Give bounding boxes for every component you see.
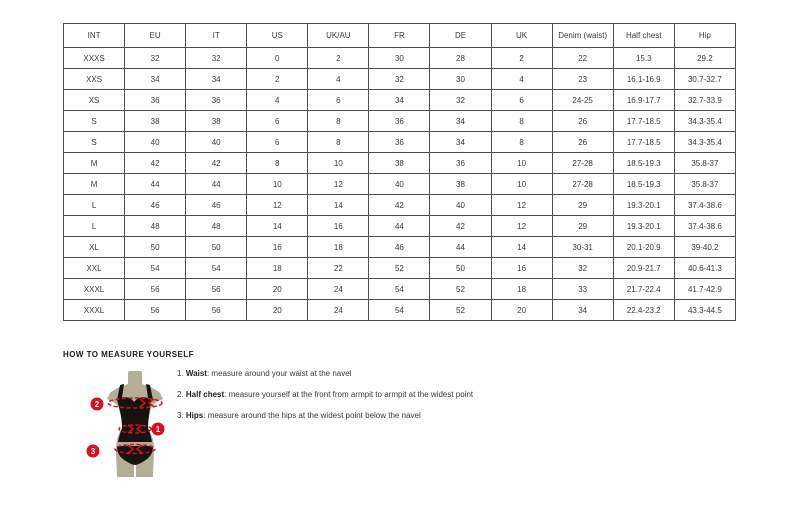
column-header: Denim (waist) bbox=[552, 24, 613, 48]
table-cell: 30-31 bbox=[552, 237, 613, 258]
table-cell: 22 bbox=[552, 48, 613, 69]
table-cell: 34 bbox=[186, 69, 247, 90]
step-text: : measure around your waist at the navel bbox=[206, 369, 352, 378]
table-cell: 42 bbox=[125, 153, 186, 174]
header-row bbox=[64, 24, 736, 48]
table-cell: 16 bbox=[247, 237, 308, 258]
table-cell: 30.7-32.7 bbox=[674, 69, 735, 90]
table-cell: 34.3-35.4 bbox=[674, 111, 735, 132]
table-cell: 34 bbox=[552, 300, 613, 321]
table-cell: 20 bbox=[491, 300, 552, 321]
table-cell: 16 bbox=[308, 216, 369, 237]
table-cell: 40 bbox=[369, 174, 430, 195]
table-cell: 54 bbox=[186, 258, 247, 279]
table-cell: 18.5-19.3 bbox=[613, 153, 674, 174]
table-cell: 32 bbox=[125, 48, 186, 69]
column-header: Hip bbox=[674, 24, 735, 48]
table-cell: 30 bbox=[430, 69, 491, 90]
table-cell: 8 bbox=[247, 153, 308, 174]
table-cell: 14 bbox=[491, 237, 552, 258]
table-cell: 20.9-21.7 bbox=[613, 258, 674, 279]
table-cell: 36 bbox=[125, 90, 186, 111]
table-cell: 8 bbox=[491, 111, 552, 132]
table-cell: 34 bbox=[125, 69, 186, 90]
table-cell: 42 bbox=[430, 216, 491, 237]
table-cell: 19.3-20.1 bbox=[613, 216, 674, 237]
table-cell: 12 bbox=[247, 195, 308, 216]
step-text: : measure yourself at the front from armpit to armpit at the widest point bbox=[224, 390, 474, 399]
table-cell: 6 bbox=[247, 132, 308, 153]
table-cell: 50 bbox=[125, 237, 186, 258]
table-row bbox=[64, 48, 736, 69]
table-cell: 41.7-42.9 bbox=[674, 279, 735, 300]
table-cell: XXL bbox=[64, 258, 125, 279]
table-cell: 2 bbox=[308, 48, 369, 69]
table-row bbox=[64, 237, 736, 258]
table-cell: 44 bbox=[430, 237, 491, 258]
table-cell: M bbox=[64, 174, 125, 195]
table-cell: 24 bbox=[308, 279, 369, 300]
table-cell: 46 bbox=[186, 195, 247, 216]
table-cell: 32 bbox=[369, 69, 430, 90]
table-cell: 56 bbox=[186, 300, 247, 321]
table-cell: 38 bbox=[369, 153, 430, 174]
table-row bbox=[64, 195, 736, 216]
table-cell: 2 bbox=[247, 69, 308, 90]
table-row bbox=[64, 216, 736, 237]
measure-section-title: HOW TO MEASURE YOURSELF bbox=[63, 350, 194, 359]
step-label: Half chest bbox=[185, 390, 225, 399]
column-header: US bbox=[247, 24, 308, 48]
column-header: FR bbox=[369, 24, 430, 48]
table-cell: 42 bbox=[186, 153, 247, 174]
table-cell: 56 bbox=[186, 279, 247, 300]
table-cell: 50 bbox=[430, 258, 491, 279]
column-header: Half chest bbox=[613, 24, 674, 48]
table-cell: 34 bbox=[430, 111, 491, 132]
camisole-bodice bbox=[117, 397, 152, 442]
table-cell: 16 bbox=[491, 258, 552, 279]
column-header: EU bbox=[125, 24, 186, 48]
table-cell: 43.3-44.5 bbox=[674, 300, 735, 321]
table-cell: 19.3-20.1 bbox=[613, 195, 674, 216]
table-cell: 40 bbox=[430, 195, 491, 216]
table-cell: 26 bbox=[552, 111, 613, 132]
table-row bbox=[64, 300, 736, 321]
table-cell: 54 bbox=[125, 258, 186, 279]
table-cell: 44 bbox=[186, 174, 247, 195]
table-cell: 17.7-18.5 bbox=[613, 132, 674, 153]
table-row bbox=[64, 132, 736, 153]
size-chart-table bbox=[63, 23, 736, 321]
table-cell: 6 bbox=[247, 111, 308, 132]
table-cell: 42 bbox=[369, 195, 430, 216]
table-cell: 15.3 bbox=[613, 48, 674, 69]
table-cell: 54 bbox=[369, 279, 430, 300]
table-cell: 40.6-41.3 bbox=[674, 258, 735, 279]
measure-step bbox=[177, 390, 473, 399]
table-cell: 33 bbox=[552, 279, 613, 300]
table-cell: 46 bbox=[369, 237, 430, 258]
table-cell: 24-25 bbox=[552, 90, 613, 111]
table-cell: 8 bbox=[308, 132, 369, 153]
table-row bbox=[64, 69, 736, 90]
table-cell: 36 bbox=[186, 90, 247, 111]
table-cell: 18 bbox=[308, 237, 369, 258]
step-number: 3. bbox=[177, 411, 186, 420]
table-cell: 40 bbox=[125, 132, 186, 153]
table-cell: 21.7-22.4 bbox=[613, 279, 674, 300]
table-cell: 56 bbox=[125, 300, 186, 321]
table-cell: 56 bbox=[125, 279, 186, 300]
table-cell: 20 bbox=[247, 279, 308, 300]
table-cell: 32 bbox=[430, 90, 491, 111]
measure-step bbox=[177, 411, 473, 420]
table-cell: 26 bbox=[552, 132, 613, 153]
table-cell: 50 bbox=[186, 237, 247, 258]
column-header: DE bbox=[430, 24, 491, 48]
measurement-figure-illustration bbox=[84, 370, 186, 482]
table-cell: 35.8-37 bbox=[674, 153, 735, 174]
table-cell: 12 bbox=[308, 174, 369, 195]
step-label: Hips bbox=[185, 411, 204, 420]
column-header: UK/AU bbox=[308, 24, 369, 48]
table-row bbox=[64, 279, 736, 300]
table-cell: 16.1-16.9 bbox=[613, 69, 674, 90]
table-cell: 44 bbox=[369, 216, 430, 237]
table-cell: 38 bbox=[186, 111, 247, 132]
table-row bbox=[64, 111, 736, 132]
table-cell: 32 bbox=[552, 258, 613, 279]
table-cell: 52 bbox=[430, 279, 491, 300]
table-cell: 48 bbox=[186, 216, 247, 237]
table-cell: XL bbox=[64, 237, 125, 258]
measure-step bbox=[177, 369, 473, 378]
table-cell: 32 bbox=[186, 48, 247, 69]
table-cell: 27-28 bbox=[552, 174, 613, 195]
table-cell: 18 bbox=[491, 279, 552, 300]
table-cell: S bbox=[64, 132, 125, 153]
column-header: UK bbox=[491, 24, 552, 48]
table-cell: 40 bbox=[186, 132, 247, 153]
table-cell: XXXL bbox=[64, 279, 125, 300]
table-cell: 44 bbox=[125, 174, 186, 195]
table-cell: S bbox=[64, 111, 125, 132]
table-cell: 10 bbox=[491, 153, 552, 174]
table-cell: 34.3-35.4 bbox=[674, 132, 735, 153]
table-row bbox=[64, 90, 736, 111]
table-cell: L bbox=[64, 195, 125, 216]
table-cell: 23 bbox=[552, 69, 613, 90]
step-number: 2. bbox=[177, 390, 186, 399]
table-cell: 32.7-33.9 bbox=[674, 90, 735, 111]
table-cell: 0 bbox=[247, 48, 308, 69]
table-cell: 24 bbox=[308, 300, 369, 321]
table-cell: 4 bbox=[247, 90, 308, 111]
table-row bbox=[64, 174, 736, 195]
table-cell: XXXL bbox=[64, 300, 125, 321]
table-cell: XXS bbox=[64, 69, 125, 90]
table-cell: 10 bbox=[491, 174, 552, 195]
table-cell: M bbox=[64, 153, 125, 174]
table-cell: 22.4-23.2 bbox=[613, 300, 674, 321]
table-cell: 30 bbox=[369, 48, 430, 69]
hips-marker-number: 3 bbox=[90, 447, 96, 456]
table-cell: 12 bbox=[491, 216, 552, 237]
table-cell: 29 bbox=[552, 216, 613, 237]
table-cell: 20.1-20.9 bbox=[613, 237, 674, 258]
table-cell: 2 bbox=[491, 48, 552, 69]
table-cell: 20 bbox=[247, 300, 308, 321]
table-cell: 17.7-18.5 bbox=[613, 111, 674, 132]
table-cell: 36 bbox=[369, 111, 430, 132]
table-cell: L bbox=[64, 216, 125, 237]
table-cell: 39-40.2 bbox=[674, 237, 735, 258]
size-chart-body bbox=[64, 48, 736, 321]
table-cell: 46 bbox=[125, 195, 186, 216]
table-cell: 16.9-17.7 bbox=[613, 90, 674, 111]
table-cell: 36 bbox=[369, 132, 430, 153]
table-cell: 10 bbox=[308, 153, 369, 174]
step-number: 1. bbox=[177, 369, 186, 378]
column-header: INT bbox=[64, 24, 125, 48]
table-cell: 48 bbox=[125, 216, 186, 237]
table-cell: 38 bbox=[125, 111, 186, 132]
table-cell: 14 bbox=[308, 195, 369, 216]
table-cell: 34 bbox=[430, 132, 491, 153]
table-cell: 4 bbox=[308, 69, 369, 90]
chest-marker-number: 2 bbox=[94, 400, 100, 409]
step-label: Waist bbox=[185, 369, 207, 378]
table-cell: 37.4-38.6 bbox=[674, 216, 735, 237]
table-cell: 52 bbox=[430, 300, 491, 321]
table-cell: 29.2 bbox=[674, 48, 735, 69]
table-cell: 36 bbox=[430, 153, 491, 174]
table-cell: 27-28 bbox=[552, 153, 613, 174]
table-cell: 18 bbox=[247, 258, 308, 279]
table-cell: XXXS bbox=[64, 48, 125, 69]
table-cell: 29 bbox=[552, 195, 613, 216]
measure-steps bbox=[177, 369, 473, 432]
step-text: : measure around the hips at the widest point below the navel bbox=[203, 411, 421, 420]
table-cell: 6 bbox=[491, 90, 552, 111]
table-cell: 10 bbox=[247, 174, 308, 195]
table-row bbox=[64, 153, 736, 174]
table-cell: 4 bbox=[491, 69, 552, 90]
table-cell: XS bbox=[64, 90, 125, 111]
table-row bbox=[64, 258, 736, 279]
table-cell: 35.8-37 bbox=[674, 174, 735, 195]
table-cell: 22 bbox=[308, 258, 369, 279]
table-cell: 8 bbox=[308, 111, 369, 132]
table-cell: 54 bbox=[369, 300, 430, 321]
table-cell: 8 bbox=[491, 132, 552, 153]
table-cell: 18.5-19.3 bbox=[613, 174, 674, 195]
table-cell: 34 bbox=[369, 90, 430, 111]
table-cell: 52 bbox=[369, 258, 430, 279]
column-header: IT bbox=[186, 24, 247, 48]
table-cell: 6 bbox=[308, 90, 369, 111]
size-chart-head bbox=[64, 24, 736, 48]
table-cell: 28 bbox=[430, 48, 491, 69]
table-cell: 37.4-38.6 bbox=[674, 195, 735, 216]
waist-marker-number: 1 bbox=[155, 425, 161, 434]
table-cell: 12 bbox=[491, 195, 552, 216]
table-cell: 14 bbox=[247, 216, 308, 237]
table-cell: 38 bbox=[430, 174, 491, 195]
